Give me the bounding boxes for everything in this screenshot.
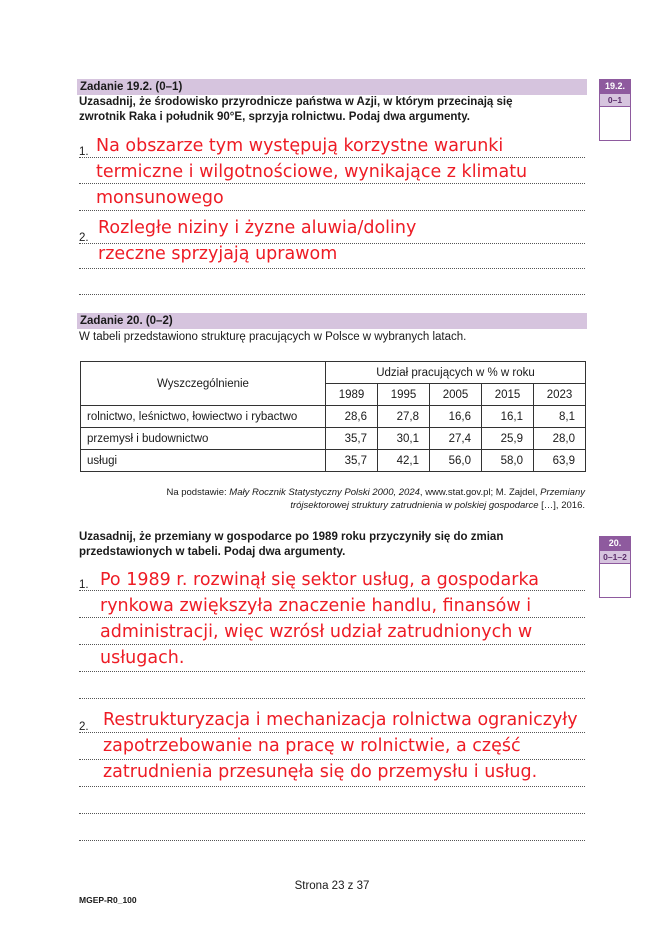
answer-line[interactable] [79,813,585,814]
table-cell: 56,0 [430,450,482,472]
score-range: 0–1 [600,93,630,106]
score-label: 20. [600,537,630,550]
task-20-answer-1 [100,567,539,671]
handwritten-line: rynkowa zwiększyła znaczenie handlu, finansów i [100,596,532,616]
table-cell: 27,4 [430,428,482,450]
handwritten-line: Na obszarze tym występują korzystne warunki [96,136,504,156]
handwritten-line: monsunowego [96,188,224,208]
table-cell: 35,7 [326,450,378,472]
handwritten-line: Po 1989 r. rozwinął się sektor usług, a gospodarka [100,570,540,590]
table-year-header: 1995 [378,384,430,406]
task-19-2-answer-1 [96,133,527,211]
table-year-header: 1989 [326,384,378,406]
task-19-2-score-box [599,79,631,141]
table-source [79,486,585,512]
table-cell: 58,0 [482,450,534,472]
answer-line[interactable] [79,268,585,269]
table-group-header: Udział pracujących w % w roku [326,362,586,384]
answer-number-2: 2. [79,232,89,244]
document-code: MGEP-R0_100 [79,895,137,905]
handwritten-line: rzeczne sprzyjają uprawom [98,244,338,264]
table-cell: 25,9 [482,428,534,450]
handwritten-line: Rozległe niziny i żyzne aluwia/doliny [98,218,417,238]
table-cell: 35,7 [326,428,378,450]
page-number: Strona 23 z 37 [294,880,370,892]
handwritten-line: zatrudnienia przesunęła się do przemysłu i usług. [103,762,538,782]
answer-number-1: 1. [79,146,89,158]
answer-line[interactable] [79,840,585,841]
table-cell: 28,0 [534,428,586,450]
table-year-header: 2023 [534,384,586,406]
answer-line[interactable] [79,294,585,295]
score-field[interactable] [600,106,630,140]
task-20-question-line-2: przedstawionych w tabeli. Podaj dwa argumenty. [79,546,346,558]
table-cell: 42,1 [378,450,430,472]
answer-line[interactable] [79,671,585,672]
task-19-2-header: Zadanie 19.2. (0–1) [77,79,587,95]
source-line-1: Na podstawie: Mały Rocznik Statystyczny Polski 2000, 2024, www.stat.gov.pl; M. Zajdel, Przemiany [166,487,585,498]
task-19-2-answer-2 [98,215,416,267]
score-label: 19.2. [600,80,630,93]
table-cell: 30,1 [378,428,430,450]
handwritten-line: termiczne i wilgotnościowe, wynikające z klimatu [96,162,528,182]
table-year-header: 2005 [430,384,482,406]
table-row [81,428,586,450]
handwritten-line: Restrukturyzacja i mechanizacja rolnictwa ograniczyły [103,710,578,730]
task-20-question [79,530,589,560]
table-cell: 16,1 [482,406,534,428]
task-20-score-box [599,536,631,598]
task-20-answer-2 [103,707,578,785]
table-row-label: przemysł i budownictwo [81,428,326,450]
score-field[interactable] [600,563,630,597]
answer-line[interactable] [79,698,585,699]
source-line-2: trójsektorowej struktury zatrudnienia w polskiej gospodarce […], 2016. [290,500,585,511]
handwritten-line: usługach. [100,648,185,668]
table-row [81,450,586,472]
task-19-2-question-line-1: Uzasadnij, że środowisko przyrodnicze państwa w Azji, w którym przecinają się [79,96,513,108]
handwritten-line: administracji, więc wzrósł udział zatrudnionych w [100,622,533,642]
table-cell: 16,6 [430,406,482,428]
table-row-label: usługi [81,450,326,472]
answer-line[interactable] [79,786,585,787]
table-cell: 8,1 [534,406,586,428]
task-20-question-line-1: Uzasadnij, że przemiany w gospodarce po 1989 roku przyczyniły się do zmian [79,531,504,543]
task-20-header: Zadanie 20. (0–2) [77,313,587,329]
task-19-2-question-line-2: zwrotnik Raka i południk 90°E, sprzyja rolnictwu. Podaj dwa argumenty. [79,111,470,123]
table-row-header: Wyszczególnienie [81,362,326,406]
answer-number-2: 2. [79,721,89,733]
task-20-intro: W tabeli przedstawiono strukturę pracujących w Polsce w wybranych latach. [79,331,467,343]
task-19-2-question [79,95,589,125]
table-cell: 27,8 [378,406,430,428]
table-row-label: rolnictwo, leśnictwo, łowiectwo i rybactwo [81,406,326,428]
table-cell: 63,9 [534,450,586,472]
table-row [81,406,586,428]
table-year-header: 2015 [482,384,534,406]
handwritten-line: zapotrzebowanie na pracę w rolnictwie, a część [103,736,521,756]
answer-number-1: 1. [79,579,89,591]
table-cell: 28,6 [326,406,378,428]
employment-structure-table [80,361,586,472]
score-range: 0–1–2 [600,550,630,563]
